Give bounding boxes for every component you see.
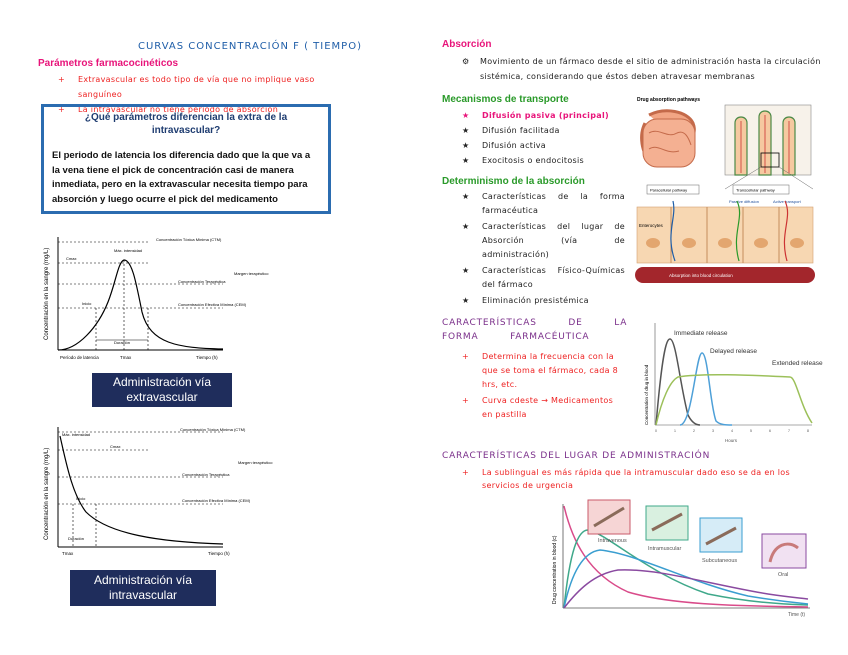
list-item: + Extravascular es todo tipo de vía que no implique vaso sanguíneo [58,75,315,99]
inicio-label: Inicio [76,496,86,501]
paracellular-label: Paracellular pathway [650,187,688,193]
absorption-pathway-diagram [635,93,815,293]
max-intensity-label: Máx. intensidad [62,432,91,437]
caption-extravascular: Administración vía extravascular [92,373,232,407]
tick-label: 3 [712,429,714,433]
absorcion-text: ⚙ Movimiento de un fármaco desde el sitio de administración hasta la circulación sistémica, considerando que éstos deben atravesar membranas [462,57,821,81]
y-axis-label: Concentración en la sangre (mg/L) [44,247,50,340]
tick-label: 1 [674,429,676,433]
inicio-label: Inicio [82,301,92,306]
passive-label: Passive diffusion [729,199,759,204]
cmax-label: Cmax [110,444,121,449]
lugar-heading: CARACTERÍSTICAS DEL LUGAR DE ADMINISTRACIÓN [442,451,711,461]
y-axis-label: Concentración en la sangre (mg/L) [44,447,50,540]
diagram-title: Drug absorption pathways [637,97,701,103]
ct-label: Concentración Terapéutica [178,279,226,284]
subcutaneous-label: Subcutaneous [702,558,738,564]
tick-label: 0 [655,429,657,433]
active-label: Active transport [773,199,801,204]
list-item: + La sublingual es más rápida que la intramuscular dado eso se da en los servicios de urgencia [462,468,790,490]
list-item: ★ Eliminación presistémica [462,296,589,305]
x-ticks [655,429,809,433]
list-item: ★ Difusión activa [462,141,546,150]
cem-label: Concentración Efectiva Mínima (CEM) [182,498,251,503]
list-item: ★ Características del lugar de Absorción (vía de administración) [462,222,625,259]
ct-label: Concentración Terapéutica [182,472,230,477]
y-axis-label: Drug concentration in blood (c) [552,535,558,604]
margin-label: Margen terapéutico [234,271,269,276]
release-profile-chart [640,315,823,450]
tick-label: 4 [731,429,733,433]
duracion-label: Duración [114,340,131,345]
margin-label: Margen terapéutico [238,460,273,465]
y-axis-label: Concentration of drug in blood [644,364,649,425]
x-axis-label: Tiempo (h) [208,551,230,556]
list-item: ★ Difusión pasiva (principal) [462,111,609,120]
x-axis-label: Time (t) [788,612,806,618]
latency-label: Período de latencia [60,355,99,360]
absorcion-heading: Absorción [442,39,492,50]
list-item: ★ Características Físico-Químicas del fármaco [462,266,625,289]
forma-heading: CARACTERÍSTICAS DE LA FORMA FARMACÉUTICA [442,318,628,342]
x-axis-label: Tiempo (h) [196,355,218,360]
params-heading: Parámetros farmacocinéticos [38,58,179,69]
ctm-label: Concentración Tóxica Mínima (CTM) [156,237,222,242]
tick-label: 7 [788,429,790,433]
tick-label: 2 [693,429,695,433]
oral-label: Oral [778,572,789,578]
transcellular-label: Transcellular pathway [736,187,775,193]
tick-label: 5 [750,429,752,433]
ctm-label: Concentración Tóxica Mínima (CTM) [180,427,246,432]
cmax-label: Cmax [66,256,77,261]
duracion-label: Duración [68,536,85,541]
tmax-label: Tmax [62,551,74,556]
mecanismos-list [462,108,622,168]
forma-list [462,350,625,422]
list-item: ★ Difusión facilitada [462,126,560,135]
intramuscular-label: Intramuscular [648,546,682,552]
x-axis-label: Hours [725,438,738,443]
list-item: ★ Exocitosis o endocitosis [462,156,585,165]
tick-label: 6 [769,429,771,433]
delayed-label: Delayed release [710,348,757,355]
cem-label: Concentración Efectiva Mínima (CEM) [178,302,247,307]
mecanismos-heading: Mecanismos de transporte [442,94,569,105]
determinismo-heading: Determinismo de la absorción [442,176,585,187]
extravascular-curve-chart [38,232,288,367]
page-title: CURVAS CONCENTRACIÓN F ( TIEMPO) [138,41,362,52]
tmax-label: Tmax [120,355,132,360]
determinismo-list [462,190,625,308]
tick-label: 8 [807,429,809,433]
delayed-release-curve [680,353,732,425]
list-item: + Curva cdeste → Medicamentos en pastilla [462,396,614,419]
max-intensity-label: Máx. intensidad [114,248,143,253]
enterocytes-label: Enterocytes [639,223,663,228]
blood-absorption-label: Absorption into blood circulation [669,273,733,278]
immediate-release-curve [656,339,700,425]
concentration-curve [60,436,223,544]
list-item: + Determina la frecuencia con la que se toma el fármaco, cada 8 hrs, etc. [462,352,619,389]
extended-release-curve [656,375,812,425]
list-item: + La intravascular no tiene periodo de absorción [58,105,279,114]
lugar-list [462,466,807,492]
caption-intravascular: Administración vía intravascular [70,570,216,606]
immediate-label: Immediate release [674,330,728,337]
question-box [41,104,331,214]
list-item: ★ Características de la forma farmacéutica [462,192,625,215]
intravascular-curve-chart [38,422,288,557]
answer-text: El periodo de latencia los diferencia dado que la que va a la vena tiene el pick de concentración casi de manera inmediata, pero en la extravascular necesita tiempo para absorción y luego ocurre el pick del medicamento [52,150,311,205]
question-text: ¿Qué parámetros diferencian la extra de la intravascular? [84,112,288,136]
extended-label: Extended release [772,360,823,367]
intravenous-label: Intravenous [598,538,627,544]
administration-route-chart [548,500,818,618]
